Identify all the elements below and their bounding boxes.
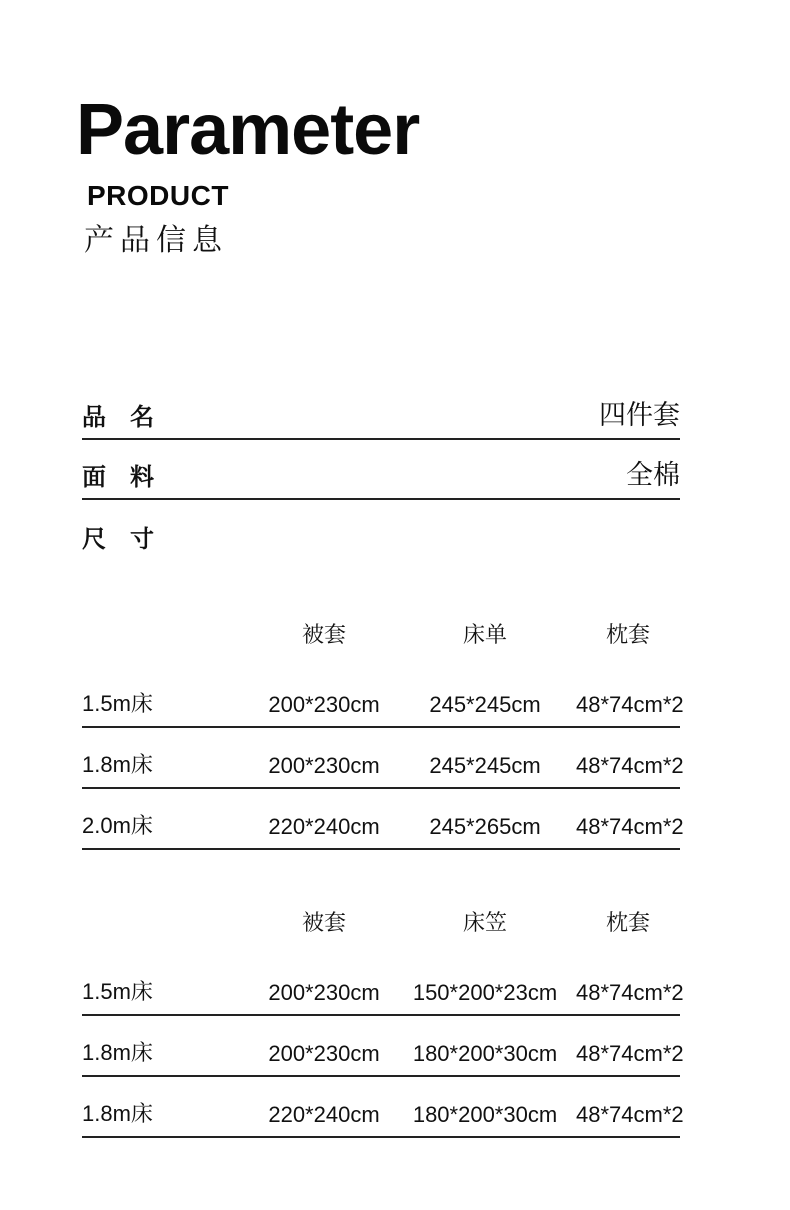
row-label: 1.8m床 xyxy=(82,752,153,777)
cell-duvet-cover: 220*240cm xyxy=(268,1102,380,1127)
cell-pillowcase: 48*74cm*2 xyxy=(576,1102,684,1127)
page-title: Parameter xyxy=(76,90,420,170)
row-label: 1.5m床 xyxy=(82,979,153,1004)
spec-value-product-name: 四件套 xyxy=(599,400,680,430)
table-row xyxy=(82,789,684,850)
cell-bed-sheet: 245*265cm xyxy=(429,814,541,839)
cell-duvet-cover: 220*240cm xyxy=(268,814,380,839)
column-header-pillowcase: 枕套 xyxy=(605,622,650,647)
spec-row-fabric xyxy=(82,440,680,500)
size-table-flat-sheet xyxy=(82,605,684,850)
cell-fitted-sheet: 150*200*23cm xyxy=(412,980,558,1005)
cell-pillowcase: 48*74cm*2 xyxy=(576,980,684,1005)
cell-duvet-cover: 200*230cm xyxy=(268,753,380,778)
spec-label-fabric: 面 料 xyxy=(82,464,154,491)
spec-value-fabric: 全棉 xyxy=(626,460,680,490)
table-row xyxy=(82,955,684,1016)
cell-bed-sheet: 245*245cm xyxy=(429,692,541,717)
row-label: 1.5m床 xyxy=(82,691,153,716)
column-header-pillowcase: 枕套 xyxy=(605,910,650,935)
cell-pillowcase: 48*74cm*2 xyxy=(576,814,684,839)
spec-label-product-name: 品 名 xyxy=(82,404,154,431)
row-label: 2.0m床 xyxy=(82,813,153,838)
cell-fitted-sheet: 180*200*30cm xyxy=(412,1102,558,1127)
table-row xyxy=(82,1016,684,1077)
spec-row-size xyxy=(82,500,680,560)
cell-duvet-cover: 200*230cm xyxy=(268,692,380,717)
column-header-duvet-cover: 被套 xyxy=(301,910,346,935)
column-header-bed-sheet: 床单 xyxy=(462,622,507,647)
column-header-fitted-sheet: 床笠 xyxy=(462,910,507,935)
table-row xyxy=(82,728,684,789)
spec-label-size: 尺 寸 xyxy=(82,526,154,553)
page-subtitle-en: PRODUCT xyxy=(87,180,229,211)
size-table-fitted-sheet xyxy=(82,893,684,1138)
cell-duvet-cover: 200*230cm xyxy=(268,1041,380,1066)
table-header-row xyxy=(82,605,680,667)
row-label: 1.8m床 xyxy=(82,1040,153,1065)
cell-duvet-cover: 200*230cm xyxy=(268,980,380,1005)
column-header-duvet-cover: 被套 xyxy=(301,622,346,647)
cell-fitted-sheet: 180*200*30cm xyxy=(412,1041,558,1066)
cell-pillowcase: 48*74cm*2 xyxy=(576,692,684,717)
table-row xyxy=(82,1077,684,1138)
cell-bed-sheet: 245*245cm xyxy=(429,753,541,778)
cell-pillowcase: 48*74cm*2 xyxy=(576,753,684,778)
table-header-row xyxy=(82,893,680,955)
row-label: 1.8m床 xyxy=(82,1101,153,1126)
page-subtitle-cn: 产品信息 xyxy=(84,224,228,257)
table-row xyxy=(82,667,684,728)
spec-row-product-name xyxy=(82,380,680,440)
spec-list xyxy=(82,380,680,560)
cell-pillowcase: 48*74cm*2 xyxy=(576,1041,684,1066)
